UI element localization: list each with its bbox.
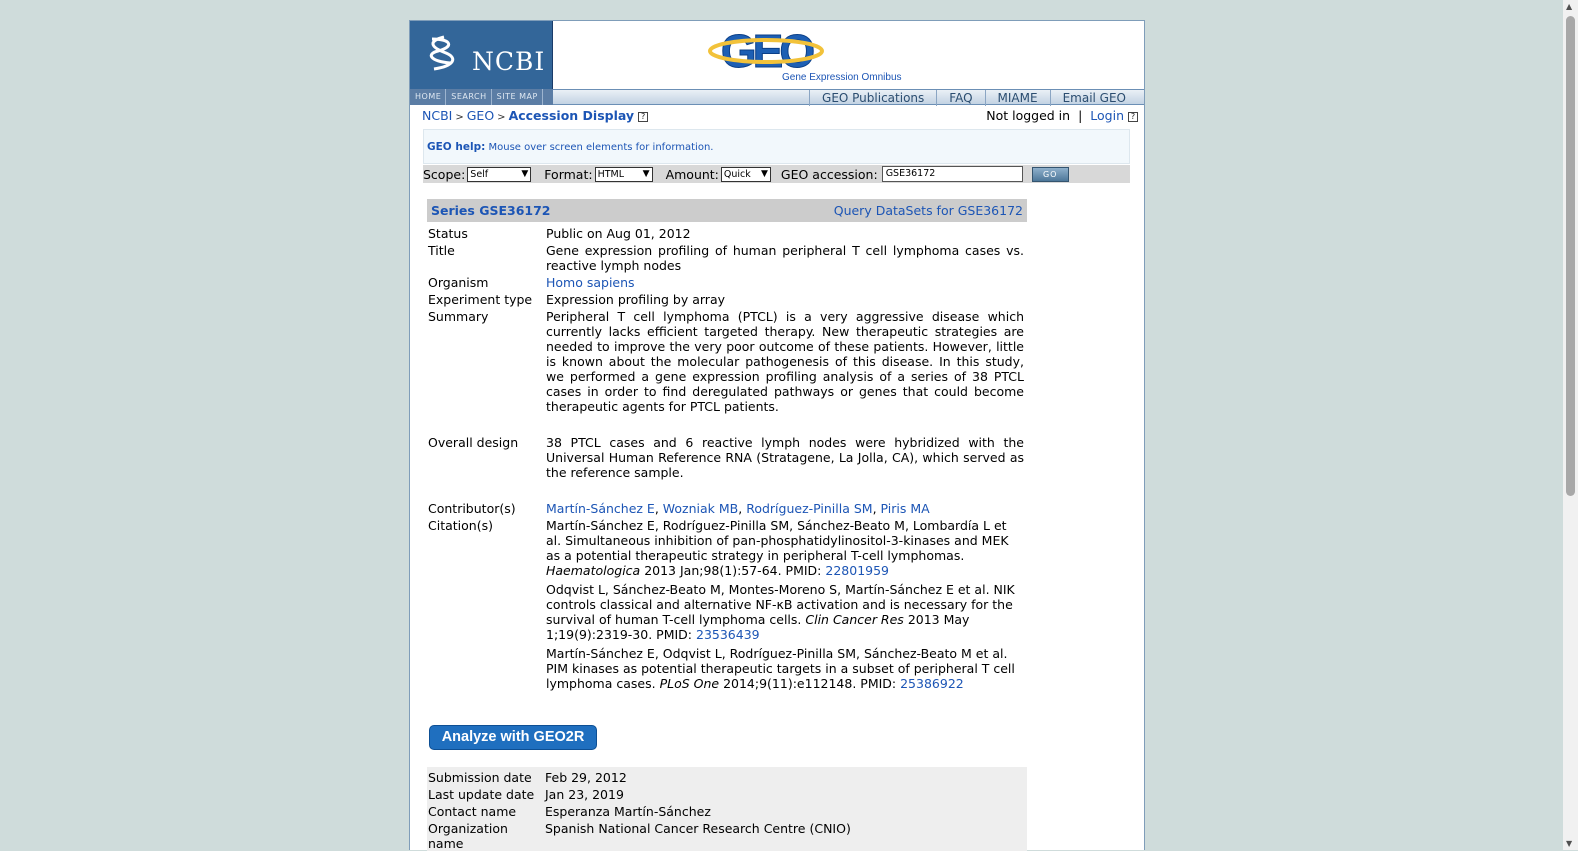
contributor-link[interactable]: Piris MA: [880, 501, 930, 516]
ncbi-logo-text: NCBI: [472, 47, 546, 76]
help-question-icon[interactable]: ?: [1128, 112, 1138, 122]
title-label: Title: [428, 243, 455, 258]
summary-row: [428, 307, 1026, 414]
experiment-type-value: Expression profiling by array: [546, 292, 726, 307]
search-bar: [423, 165, 1130, 183]
summary-label: Summary: [428, 309, 489, 324]
title-row: [428, 241, 1026, 273]
scope-label: Scope:: [423, 166, 466, 182]
analyze-geo2r-button[interactable]: Analyze with GEO2R: [429, 725, 597, 750]
nav-search[interactable]: SEARCH: [446, 89, 491, 105]
accession-input[interactable]: GSE36172: [882, 166, 1023, 182]
pmid-link[interactable]: 23536439: [696, 627, 760, 642]
summary-value: Peripheral T cell lymphoma (PTCL) is a very aggressive disease which currently lacks efficient targeted therapy. New therapeutic strategies are needed to improve the very poor outcome of these patients. However, little is known about the molecular pathogenesis of this disease. In this study, we performed a gene expression profiling analysis of a series of 38 PTCL cases in order to find deregulated pathways or genes that could become therapeutic agents for PTCL patients.: [546, 309, 1024, 414]
help-text: Mouse over screen elements for information.: [488, 142, 714, 153]
series-meta: [427, 767, 1027, 851]
geo-help-box: [423, 129, 1130, 164]
nav-site-map[interactable]: SITE MAP: [492, 89, 543, 105]
overall-design-row: [428, 433, 1026, 480]
amount-value: Quick: [723, 168, 751, 180]
login-separator: |: [1078, 108, 1083, 123]
breadcrumb-sep: >: [497, 112, 506, 123]
format-label: Format:: [544, 166, 593, 182]
status-label: Status: [428, 226, 468, 241]
chevron-down-icon: ▼: [760, 169, 768, 179]
contributor-separator: ,: [738, 501, 747, 516]
format-select[interactable]: [595, 167, 653, 182]
scroll-down-icon[interactable]: ▼: [1566, 839, 1573, 848]
contributors-label: Contributor(s): [428, 501, 516, 516]
geo-subtitle: Gene Expression Omnibus: [782, 72, 902, 83]
citation-item: Martín-Sánchez E, Odqvist L, Rodríguez-Pinilla SM, Sánchez-Beato M et al. PIM kinases as potential therapeutic targets in a subset of peripheral T cell lymphoma cases. PLoS One 2014;9(11):e112148. PMID: 25386922: [546, 646, 1015, 691]
series-header: [427, 199, 1027, 222]
scope-select[interactable]: [467, 167, 531, 182]
series-details: [428, 224, 1026, 695]
geo-logo-text: GEO: [720, 27, 812, 73]
help-question-icon[interactable]: ?: [638, 112, 648, 122]
last-update-value: Jan 23, 2019: [545, 787, 624, 802]
contributor-separator: ,: [654, 501, 663, 516]
nav-miame[interactable]: MIAME: [985, 90, 1050, 106]
title-value: Gene expression profiling of human peripheral T cell lymphoma cases vs. reactive lymph nodes: [546, 243, 1024, 273]
overall-design-label: Overall design: [428, 435, 519, 450]
last-update-label: Last update date: [428, 787, 535, 802]
status-row: [428, 224, 1026, 241]
accession-label: GEO accession:: [780, 166, 878, 182]
ncbi-logo[interactable]: [410, 21, 553, 89]
login-link[interactable]: Login: [1090, 108, 1124, 123]
page-container: [409, 20, 1145, 850]
organism-label: Organism: [428, 275, 489, 290]
amount-select[interactable]: [721, 167, 771, 182]
ncbi-nav: [410, 89, 553, 105]
pmid-link[interactable]: 22801959: [825, 563, 890, 578]
geo-nav: [809, 90, 1138, 106]
breadcrumb-sep: >: [455, 112, 464, 123]
series-title: Series GSE36172: [431, 203, 551, 218]
contributor-separator: ,: [872, 501, 881, 516]
contributor-link[interactable]: Wozniak MB: [662, 501, 739, 516]
page-scrollbar[interactable]: [1563, 0, 1578, 850]
organism-row: [428, 273, 1026, 290]
query-datasets-link[interactable]: Query DataSets for GSE36172: [833, 203, 1023, 218]
overall-design-value: 38 PTCL cases and 6 reactive lymph nodes were hybridized with the Universal Human Reference RNA (Stratagene, La Jolla, CA), which served as the reference sample.: [546, 435, 1024, 480]
nav-geo-publications[interactable]: GEO Publications: [809, 90, 936, 106]
contact-value: Esperanza Martín-Sánchez: [545, 804, 711, 819]
submission-value: Feb 29, 2012: [545, 770, 627, 785]
contributor-link[interactable]: Martín-Sánchez E: [546, 501, 655, 516]
submission-label: Submission date: [428, 770, 532, 785]
login-status: Not logged in: [986, 108, 1071, 123]
organization-row: [427, 819, 1027, 851]
citations-label: Citation(s): [428, 518, 493, 533]
header: [410, 21, 1144, 89]
help-label: GEO help:: [427, 141, 486, 153]
breadcrumb-current: Accession Display: [508, 108, 635, 123]
contact-row: [427, 802, 1027, 819]
amount-label: Amount:: [665, 166, 719, 182]
nav-home[interactable]: HOME: [410, 89, 446, 105]
nav-email-geo[interactable]: Email GEO: [1050, 90, 1138, 106]
contact-label: Contact name: [428, 804, 517, 819]
ncbi-helix-icon: [424, 33, 464, 73]
scope-value: Self: [470, 168, 489, 180]
nav-faq[interactable]: FAQ: [936, 90, 984, 106]
contributors-row: [428, 499, 1026, 516]
top-nav-bar: [410, 89, 1144, 105]
citation-item: Martín-Sánchez E, Rodríguez-Pinilla SM, Sánchez-Beato M, Lombardía L et al. Simultaneous inhibition of pan-phosphatidylinositol-3-kinases and MEK as a potential therapeutic strategy in peripheral T-cell lymphomas. Haematologica 2013 Jan;98(1):57-64. PMID: 22801959: [546, 518, 1009, 578]
submission-row: [427, 768, 1027, 785]
citation-item: Odqvist L, Sánchez-Beato M, Montes-Moreno S, Martín-Sánchez E et al. NIK controls classical and alternative NF-κB activation and is necessary for the survival of human T-cell lymphoma cells. Clin Cancer Res 2013 May 1;19(9):2319-30. PMID: 23536439: [546, 582, 1015, 642]
status-value: Public on Aug 01, 2012: [546, 226, 691, 241]
geo-logo[interactable]: [638, 27, 898, 73]
pmid-link[interactable]: 25386922: [900, 676, 964, 691]
contributor-link[interactable]: Rodríguez-Pinilla SM: [746, 501, 873, 516]
organization-label: Organization name: [428, 821, 508, 851]
format-value: HTML: [597, 168, 624, 180]
citations-row: [428, 516, 1026, 695]
go-button[interactable]: GO: [1032, 167, 1069, 182]
experiment-type-label: Experiment type: [428, 292, 533, 307]
last-update-row: [427, 785, 1027, 802]
breadcrumb: [410, 105, 1144, 125]
breadcrumb-ncbi[interactable]: NCBI: [422, 108, 453, 123]
scrollbar-thumb[interactable]: [1566, 16, 1575, 496]
organism-link[interactable]: Homo sapiens: [546, 275, 635, 290]
organization-value: Spanish National Cancer Research Centre (CNIO): [545, 821, 851, 836]
chevron-down-icon: ▼: [521, 169, 529, 179]
breadcrumb-geo[interactable]: GEO: [466, 108, 495, 123]
scroll-up-icon[interactable]: ▲: [1566, 2, 1573, 11]
chevron-down-icon: ▼: [642, 169, 650, 179]
experiment-type-row: [428, 290, 1026, 307]
